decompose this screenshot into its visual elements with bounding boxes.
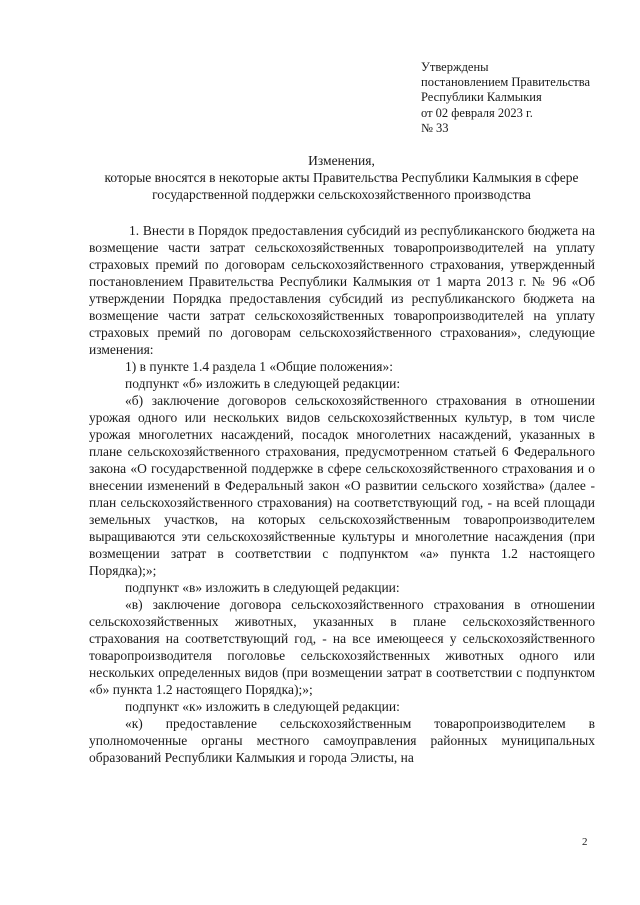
approval-stamp <box>421 60 621 136</box>
approval-line: Республики Калмыкия <box>421 90 542 105</box>
paragraph: 1) в пункте 1.4 раздела 1 «Общие положения»: <box>125 359 393 374</box>
title-heading: Изменения, <box>308 153 375 168</box>
paragraph: «к) предоставление сельскохозяйственным товаропроизводителем в уполномоченные органы местного самоуправления районных муниципальных образований Республики Калмыкия и города Элисты, на <box>89 716 595 765</box>
page-number: 2 <box>582 836 588 848</box>
document-title <box>80 152 603 203</box>
approval-line: постановлением Правительства <box>421 75 591 90</box>
paragraph: «в) заключение договора сельскохозяйственного страхования в отношении сельскохозяйственных животных, указанных в плане сельскохозяйственного страхования на соответствующий год, - на все имеющееся у сельскохозяйственного товаропроизводителя поголовье сельскохозяйственных животных одного или нескольких определенных видов (при возмещении затрат в соответствии с подпунктом «б» пункта 1.2 настоящего Порядка);»; <box>89 597 595 697</box>
title-subtitle: которые вносятся в некоторые акты Правительства Республики Калмыкия в сфере государственной поддержки сельскохозяйственного производства <box>104 170 579 202</box>
approval-line: Утверждены <box>421 60 489 74</box>
paragraph: подпункт «к» изложить в следующей редакции: <box>125 699 400 714</box>
paragraph: 1. Внести в Порядок предоставления субсидий из республиканского бюджета на возмещение части затрат сельскохозяйственных товаропроизводителей на уплату страховых премий по договорам сельскохозяйственного страхования, утвержденный постановлением Правительства Республики Калмыкия от 1 марта 2013 г. № 96 «Об утверждении Порядка предоставления субсидий из республиканского бюджета на возмещение части затрат сельскохозяйственных товаропроизводителей на уплату страховых премий по договорам сельскохозяйственного страхования», следующие изменения: <box>89 223 595 357</box>
paragraph: «б) заключение договоров сельскохозяйственного страхования в отношении урожая одного или нескольких видов сельскохозяйственных культур, в том числе урожая многолетних насаждений, посадок многолетних насаждений, указанных в плане сельскохозяйственного страхования, предусмотренном статьей 6 Федерального закона «О государственной поддержке в сфере сельскохозяйственного страхования и о внесении изменений в Федеральный закон «О развитии сельского хозяйства» (далее - план сельскохозяйственного страхования) на соответствующий год, - на всей площади земельных участков, на которых сельскохозяйственным товаропроизводителем выращиваются эти сельскохозяйственные культуры и многолетние насаждения (при возмещении затрат в соответствии с подпунктом «а» пункта 1.2 настоящего Порядка);»; <box>89 393 595 578</box>
paragraph: подпункт «в» изложить в следующей редакции: <box>125 580 400 595</box>
paragraph: подпункт «б» изложить в следующей редакции: <box>125 376 401 391</box>
approval-number: № 33 <box>421 120 449 135</box>
approval-date: от 02 февраля 2023 г. <box>421 105 533 120</box>
document-body <box>89 222 595 766</box>
